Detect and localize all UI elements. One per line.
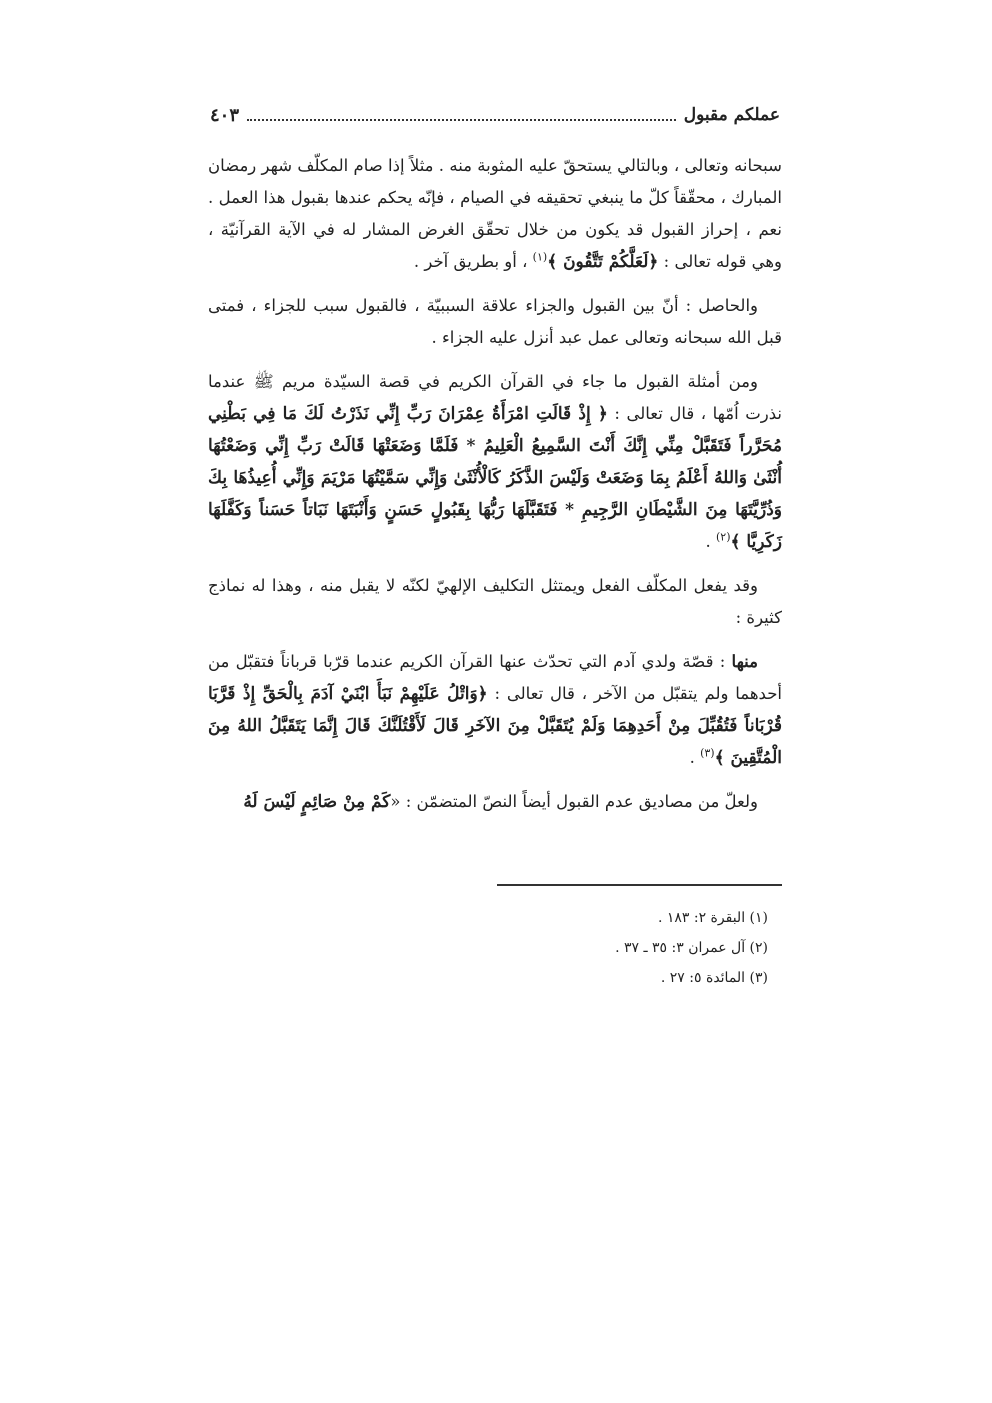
main-text bbox=[208, 150, 782, 830]
paragraph-4: وقد يفعل المكلّف الفعل ويمتثل التكليف الإلهيّ لكنّه لا يقبل منه ، وهذا له نماذج كثيرة : bbox=[208, 576, 782, 627]
paragraph-3: ومن أمثلة القبول ما جاء في القرآن الكريم في قصة السيّدة مريم ﷺ عندما نذرت اُمّها ، قال تعالى : ﴿ إِذْ قَالَتِ امْرَأَةُ عِمْرَانَ رَبِّ إِنِّي نَذَرْتُ لَكَ مَا فِي بَطْنِي مُحَرَّراً فَتَقَبَّلْ مِنِّي إِنَّكَ أَنْتَ السَّمِيعُ الْعَلِيمُ * فَلَمَّا وَضَعَتْهَا قَالَتْ رَبِّ إِنِّي وَضَعْتُهَا أُنْثَىٰ وَاللهُ أَعْلَمُ بِمَا وَضَعَتْ وَلَيْسَ الذَّكَرُ كَالْأُنْثَىٰ وَإِنِّي سَمَّيْتُهَا مَرْيَمَ وَإِنِّي أُعِيذُهَا بِكَ وَذُرِّيَّتَهَا مِنَ الشَّيْطَانِ الرَّجِيمِ * فَتَقَبَّلَهَا رَبُّهَا بِقَبُولٍ حَسَنٍ وَأَنْبَتَهَا نَبَاتاً حَسَناً وَكَفَّلَهَا زَكَرِيَّا ﴾$^{(٢)}$ . bbox=[208, 372, 782, 552]
quran-quote: ﴿ إِذْ قَالَتِ امْرَأَةُ عِمْرَانَ رَبِّ إِنِّي نَذَرْتُ لَكَ مَا فِي بَطْنِي مُحَرَّراً فَتَقَبَّلْ مِنِّي إِنَّكَ أَنْتَ السَّمِيعُ الْعَلِيمُ * فَلَمَّا وَضَعَتْهَا قَالَتْ رَبِّ إِنِّي وَضَعْتُهَا أُنْثَىٰ وَاللهُ أَعْلَمُ بِمَا وَضَعَتْ وَلَيْسَ الذَّكَرُ كَالْأُنْثَىٰ وَإِنِّي سَمَّيْتُهَا مَرْيَمَ وَإِنِّي أُعِيذُهَا بِكَ وَذُرِّيَّتَهَا مِنَ الشَّيْطَانِ الرَّجِيمِ * فَتَقَبَّلَهَا رَبُّهَا بِقَبُولٍ حَسَنٍ وَأَنْبَتَهَا نَبَاتاً حَسَناً وَكَفَّلَهَا زَكَرِيَّا ﴾ bbox=[208, 404, 782, 552]
footnote-2: (٢) آل عمران ٣: ٣٥ ـ ٣٧ . bbox=[615, 940, 768, 956]
footnote-ref: (٢) bbox=[716, 530, 731, 544]
header-dot-leader bbox=[247, 109, 676, 121]
page-number: ٤٠٣ bbox=[210, 104, 240, 126]
paragraph-2: والحاصل : أنّ بين القبول والجزاء علاقة السببيّة ، فالقبول سبب للجزاء ، فمتى قبل الله سبحانه وتعالى عمل عبد أنزل عليه الجزاء . bbox=[208, 296, 782, 347]
paragraph-6: ولعلّ من مصاديق عدم القبول أيضاً النصّ المتضمّن : «كَمْ مِنْ صَائِمٍ لَيْسَ لَهُ bbox=[243, 792, 758, 812]
footnotes bbox=[208, 903, 782, 993]
running-header bbox=[210, 100, 780, 130]
lead-word: منها bbox=[731, 652, 758, 671]
paragraph-1: سبحانه وتعالى ، وبالتالي يستحقّ عليه المثوبة منه . مثلاً إذا صام المكلّف شهر رمضان المبارك ، محقّقاً كلّ ما ينبغي تحقيقه في الصيام ، فإنّه يحكم عندها بقبول هذا العمل . نعم ، إحراز القبول قد يكون من خلال تحقّق الغرض المشار له في الآية القرآنيّة ، وهي قوله تعالى : ﴿لَعَلَّكُمْ تَتَّقُونَ ﴾$^{(١)}$ ، أو بطريق آخر . bbox=[208, 156, 782, 272]
footnote-separator bbox=[497, 884, 782, 886]
footnote-ref: (١) bbox=[532, 250, 548, 264]
footnote-3: (٣) المائدة ٥: ٢٧ . bbox=[660, 970, 768, 986]
chapter-title: عملكم مقبول bbox=[683, 105, 780, 125]
footnote-1: (١) البقرة ٢: ١٨٣ . bbox=[657, 910, 768, 926]
footnote-ref: (٣) bbox=[700, 746, 715, 760]
quran-quote: ﴿وَاتْلُ عَلَيْهِمْ نَبَأَ ابْنَيْ آدَمَ بِالْحَقِّ إِذْ قَرَّبَا قُرْبَاناً فَتُقُبِّلَ مِنْ أَحَدِهِمَا وَلَمْ يُتَقَبَّلْ مِنَ الآخَرِ قَالَ لَأَقْتُلَنَّكَ قَالَ إِنَّمَا يَتَقَبَّلُ اللهُ مِنَ الْمُتَّقِينَ ﴾ bbox=[208, 684, 782, 768]
quran-quote: ﴿لَعَلَّكُمْ تَتَّقُونَ ﴾ bbox=[547, 252, 659, 272]
hadith-quote: كَمْ مِنْ صَائِمٍ لَيْسَ لَهُ bbox=[243, 792, 391, 812]
paragraph-5: منها : قصّة ولدي آدم التي تحدّث عنها القرآن الكريم عندما قرّبا قرباناً فتقبّل من أحدهما ولم يتقبّل من الآخر ، قال تعالى : ﴿وَاتْلُ عَلَيْهِمْ نَبَأَ ابْنَيْ آدَمَ بِالْحَقِّ إِذْ قَرَّبَا قُرْبَاناً فَتُقُبِّلَ مِنْ أَحَدِهِمَا وَلَمْ يُتَقَبَّلْ مِنَ الآخَرِ قَالَ لَأَقْتُلَنَّكَ قَالَ إِنَّمَا يَتَقَبَّلُ اللهُ مِنَ الْمُتَّقِينَ ﴾$^{(٣)}$ . bbox=[208, 652, 782, 768]
